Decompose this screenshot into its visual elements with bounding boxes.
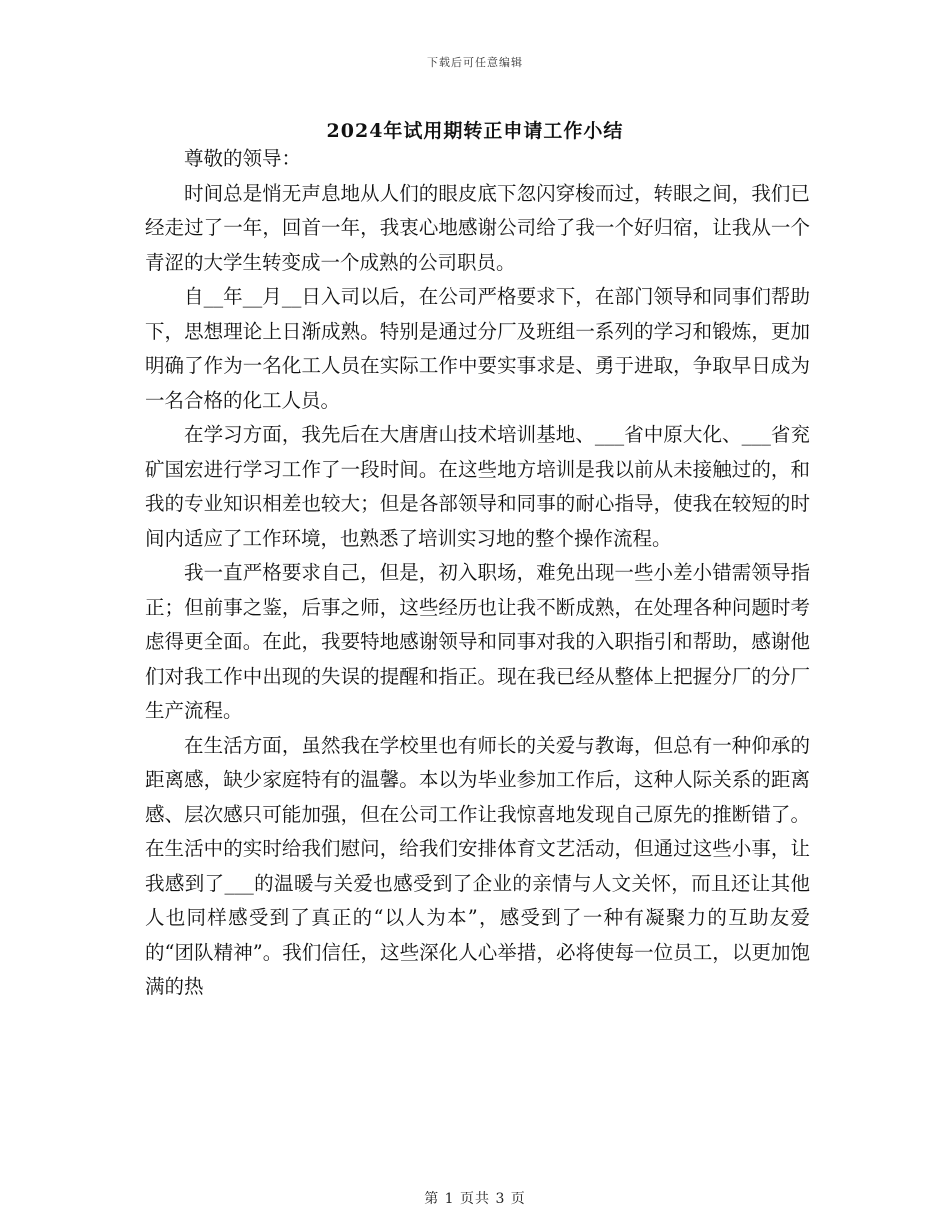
document-title: 2024年试用期转正申请工作小结 [326,120,624,142]
paragraph: 自__年__月__日入司以后，在公司严格要求下，在部门领导和同事们帮助下，思想理论上日渐成熟。特别是通过分厂及班组一系列的学习和锻炼，更加明确了作为一名化工人员在实际工作中要实事求是、勇于进取，争取早日成为一名合格的化工人员。 [145,285,810,412]
paragraph: 在生活方面，虽然我在学校里也有师长的关爱与教诲，但总有一种仰承的距离感，缺少家庭特有的温馨。本以为毕业参加工作后，这种人际关系的距离感、层次感只可能加强，但在公司工作让我惊喜地发现自己原先的推断错了。在生活中的实时给我们慰问，给我们安排体育文艺活动，但通过这些小事，让我感到了___的温暖与关爱也感受到了企业的亲情与人文关怀，而且还让其他人也同样感受到了真正的“以人为本”，感受到了一种有凝聚力的互助友爱的“团队精神”。我们信任，这些深化人心举措，必将使每一位员工，以更加饱满的热 [145,733,810,998]
greeting: 尊敬的领导： [184,147,302,170]
paragraph: 在学习方面，我先后在大唐唐山技术培训基地、___省中原大化、___省兖矿国宏进行学习工作了一段时间。在这些地方培训是我以前从未接触过的，和我的专业知识相差也较大；但是各部领导和同事的耐心指导，使我在较短的时间内适应了工作环境，也熟悉了培训实习地的整个操作流程。 [145,423,810,550]
paragraph: 时间总是悄无声息地从人们的眼皮底下忽闪穿梭而过，转眼之间，我们已经走过了一年，回首一年，我衷心地感谢公司给了我一个好归宿，让我从一个青涩的大学生转变成一个成熟的公司职员。 [145,181,810,274]
document-body [145,142,810,1005]
page-number: 第 1 页共 3 页 [424,1191,526,1207]
page-header-note: 下载后可任意编辑 [427,56,523,69]
paragraph: 我一直严格要求自己，但是，初入职场，难免出现一些小差小错需领导指正；但前事之鉴，后事之师，这些经历也让我不断成熟，在处理各种问题时考虑得更全面。在此，我要特地感谢领导和同事对我的入职指引和帮助，感谢他们对我工作中出现的失误的提醒和指正。现在我已经从整体上把握分厂的分厂生产流程。 [145,561,810,722]
